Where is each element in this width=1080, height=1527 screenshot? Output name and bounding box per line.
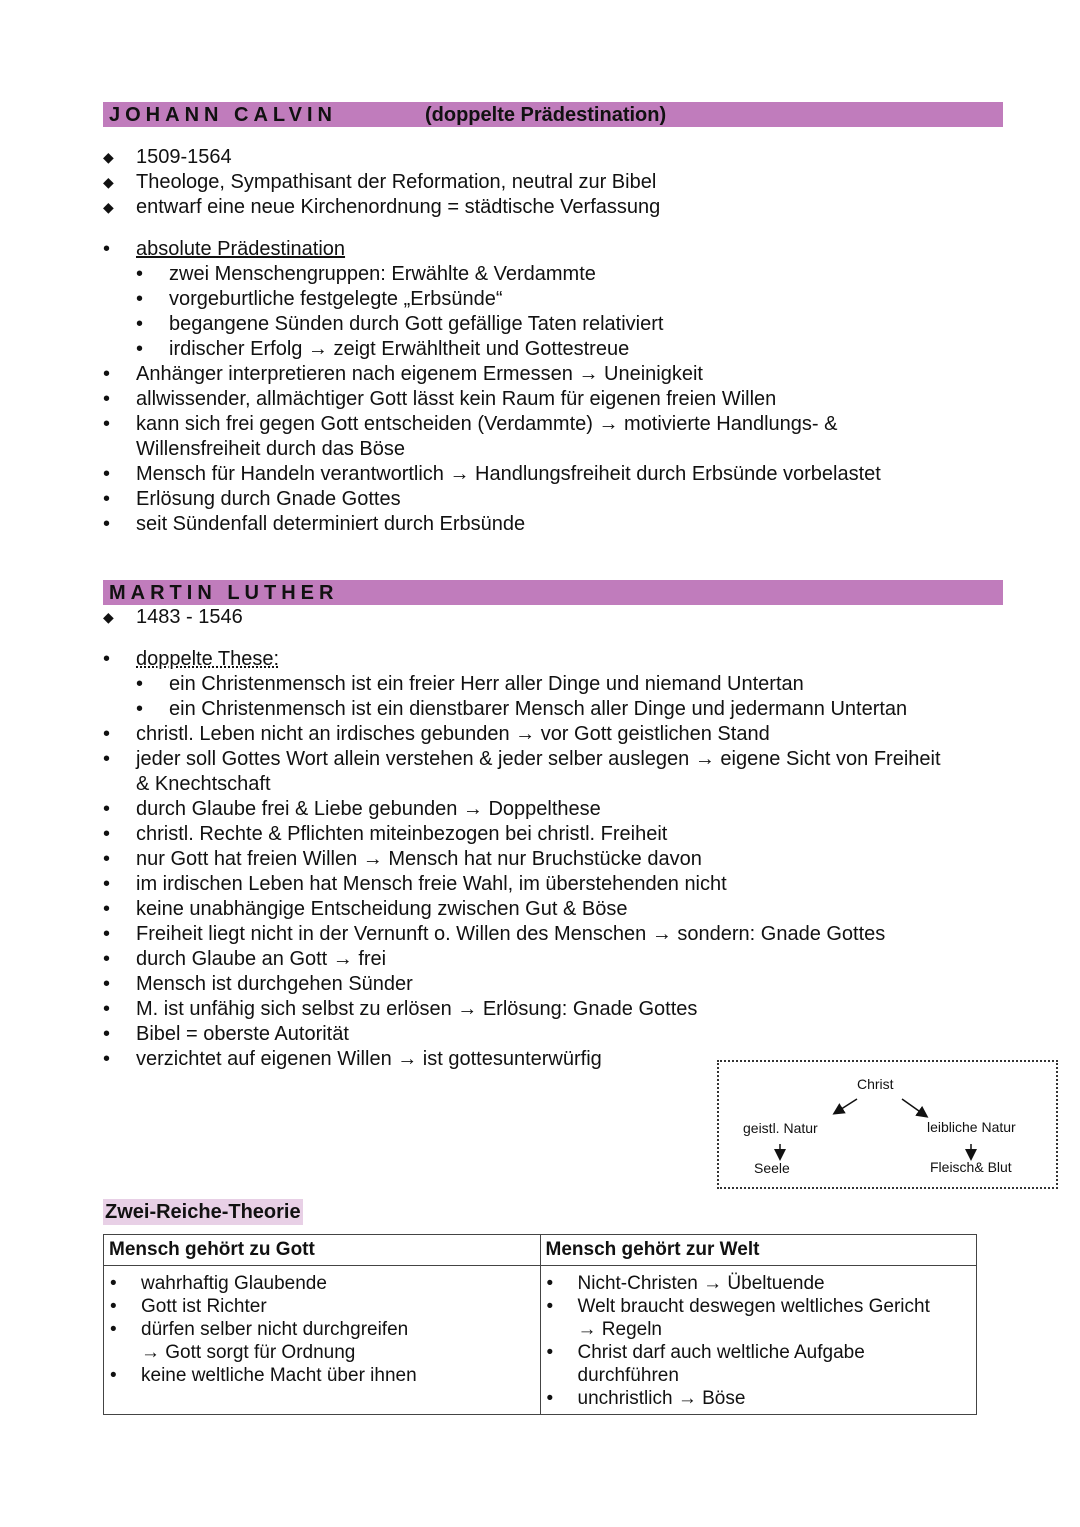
calvin-title: JOHANN CALVIN	[109, 104, 337, 126]
calvin-heading: • absolute Prädestination	[103, 237, 916, 262]
luther-point: • verzichtet auf eigenen Willen → ist gottesunterwürfig	[103, 1047, 946, 1072]
luther-point: • durch Glaube an Gott → frei	[103, 947, 946, 972]
luther-points	[103, 647, 946, 1072]
calvin-point: • Anhänger interpretieren nach eigenem Ermessen → Uneinigkeit	[103, 362, 916, 387]
zwei-reiche-title: Zwei-Reiche-Theorie	[105, 1201, 301, 1223]
table-list-item: → Gott sorgt für Ordnung	[141, 1342, 356, 1363]
calvin-facts	[103, 145, 660, 220]
col1-header: Mensch gehört zu Gott	[104, 1235, 541, 1266]
luther-point: • keine unabhängige Entscheidung zwischen Gut & Böse	[103, 897, 946, 922]
luther-point: • durch Glaube frei & Liebe gebunden → Doppelthese	[103, 797, 946, 822]
col2-list	[541, 1266, 977, 1414]
col2-header: Mensch gehört zur Welt	[540, 1235, 977, 1266]
table-list-item: • keine weltliche Macht über ihnen	[104, 1364, 540, 1387]
diagram-right-bottom: Fleisch& Blut	[930, 1159, 1012, 1175]
calvin-point: • kann sich frei gegen Gott entscheiden (Verdammte) → motivierte Handlungs- & Willensfreiheit durch das Böse	[103, 412, 916, 462]
luther-point: • christl. Leben nicht an irdisches gebunden → vor Gott geistlichen Stand	[103, 722, 946, 747]
luther-header-bar	[103, 580, 1003, 605]
luther-heading: • doppelte These:	[103, 647, 946, 672]
calvin-fact: ◆ entwarf eine neue Kirchenordnung = städtische Verfassung	[103, 195, 660, 220]
arrow-christ-to-left	[835, 1099, 857, 1113]
col1-cell	[104, 1266, 541, 1415]
table-list-item: • Gott ist Richter	[104, 1295, 540, 1318]
luther-point: • nur Gott hat freien Willen → Mensch hat nur Bruchstücke davon	[103, 847, 946, 872]
luther-sub-point: • ein Christenmensch ist ein dienstbarer Mensch aller Dinge und jedermann Untertan	[103, 697, 946, 722]
calvin-sub-point: • zwei Menschengruppen: Erwählte & Verdammte	[103, 262, 916, 287]
diagram-christ: Christ	[857, 1076, 894, 1092]
calvin-subtitle: (doppelte Prädestination)	[425, 104, 667, 126]
luther-point: • jeder soll Gottes Wort allein verstehen & jeder selber auslegen → eigene Sicht von Freiheit & Knechtschaft	[103, 747, 946, 797]
luther-facts	[103, 605, 243, 630]
table-list-item: • unchristlich → Böse	[541, 1387, 977, 1410]
col1-list	[104, 1266, 540, 1391]
calvin-points	[103, 237, 916, 537]
table-list-item: • Christ darf auch weltliche Aufgabe	[541, 1341, 977, 1364]
table-list-item: durchführen	[577, 1365, 679, 1386]
calvin-sub-point: • begangene Sünden durch Gott gefällige Taten relativiert	[103, 312, 916, 337]
luther-point: • Mensch ist durchgehen Sünder	[103, 972, 946, 997]
arrow-christ-to-right	[902, 1099, 926, 1116]
luther-point: • M. ist unfähig sich selbst zu erlösen → Erlösung: Gnade Gottes	[103, 997, 946, 1022]
luther-title: MARTIN LUTHER	[109, 582, 339, 604]
calvin-sub-point: • irdischer Erfolg → zeigt Erwähltheit und Gottestreue	[103, 337, 916, 362]
calvin-point: • Erlösung durch Gnade Gottes	[103, 487, 916, 512]
table-list-item: • Nicht-Christen → Übeltuende	[541, 1272, 977, 1295]
luther-point: • christl. Rechte & Pflichten miteinbezogen bei christl. Freiheit	[103, 822, 946, 847]
luther-point: • Freiheit liegt nicht in der Vernunft o. Willen des Menschen → sondern: Gnade Gottes	[103, 922, 946, 947]
table-list-item: → Regeln	[577, 1319, 662, 1340]
luther-point: • Bibel = oberste Autorität	[103, 1022, 946, 1047]
table-list-item: • dürfen selber nicht durchgreifen	[104, 1318, 540, 1341]
luther-fact: ◆ 1483 - 1546	[103, 605, 243, 630]
table-list-item: • Welt braucht deswegen weltliches Gericht	[541, 1295, 977, 1318]
diagram-right-label: leibliche Natur	[927, 1119, 1016, 1135]
diagram-left-bottom: Seele	[754, 1160, 790, 1176]
luther-point: • im irdischen Leben hat Mensch freie Wahl, im überstehenden nicht	[103, 872, 946, 897]
zwei-reiche-table	[103, 1234, 977, 1415]
luther-sub-point: • ein Christenmensch ist ein freier Herr aller Dinge und niemand Untertan	[103, 672, 946, 697]
table-list-item: • wahrhaftig Glaubende	[104, 1272, 540, 1295]
calvin-sub-point: • vorgeburtliche festgelegte „Erbsünde“	[103, 287, 916, 312]
calvin-fact: ◆ Theologe, Sympathisant der Reformation, neutral zur Bibel	[103, 170, 660, 195]
calvin-header-bar	[103, 102, 1003, 127]
calvin-point: • seit Sündenfall determiniert durch Erbsünde	[103, 512, 916, 537]
calvin-point: • Mensch für Handeln verantwortlich → Handlungsfreiheit durch Erbsünde vorbelastet	[103, 462, 916, 487]
calvin-point: • allwissender, allmächtiger Gott lässt kein Raum für eigenen freien Willen	[103, 387, 916, 412]
nature-diagram	[717, 1060, 1058, 1189]
calvin-fact: ◆ 1509-1564	[103, 145, 660, 170]
diagram-left-label: geistl. Natur	[743, 1120, 818, 1136]
col2-cell	[540, 1266, 977, 1415]
